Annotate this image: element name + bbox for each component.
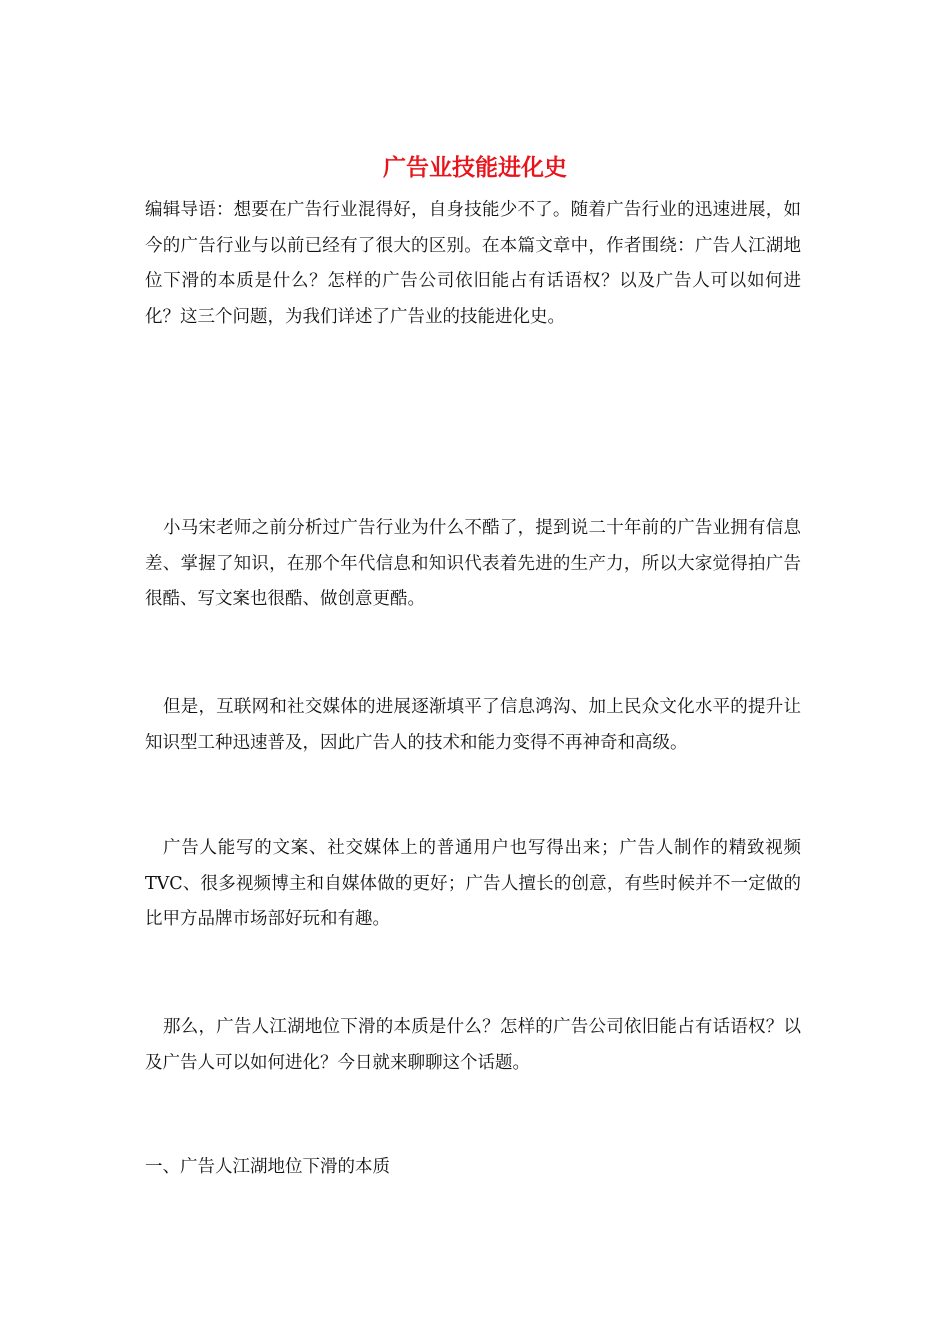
section-heading: 一、广告人江湖地位下滑的本质 [145, 1157, 390, 1177]
body-paragraph: 小马宋老师之前分析过广告行业为什么不酷了，提到说二十年前的广告业拥有信息差、掌握了知识，在那个年代信息和知识代表着先进的生产力，所以大家觉得拍广告很酷、写文案也很酷、做创意更酷。 [145, 518, 801, 609]
body-paragraph: 广告人能写的文案、社交媒体上的普通用户也写得出来；广告人制作的精致视频TVC、很多视频博主和自媒体做的更好；广告人擅长的创意，有些时候并不一定做的比甲方品牌市场部好玩和有趣。 [145, 838, 801, 929]
body-paragraph: 那么，广告人江湖地位下滑的本质是什么？怎样的广告公司依旧能占有话语权？以及广告人可以如何进化？今日就来聊聊这个话题。 [145, 1017, 801, 1073]
article-title: 广告业技能进化史 [383, 155, 567, 181]
editor-intro-paragraph: 编辑导语：想要在广告行业混得好，自身技能少不了。随着广告行业的迅速进展，如今的广告行业与以前已经有了很大的区别。在本篇文章中，作者围绕：广告人江湖地位下滑的本质是什么？怎样的广告公司依旧能占有话语权？以及广告人可以如何进化？这三个问题，为我们详述了广告业的技能进化史。 [145, 200, 801, 327]
body-paragraph: 但是，互联网和社交媒体的进展逐渐填平了信息鸿沟、加上民众文化水平的提升让知识型工种迅速普及，因此广告人的技术和能力变得不再神奇和高级。 [145, 697, 801, 753]
